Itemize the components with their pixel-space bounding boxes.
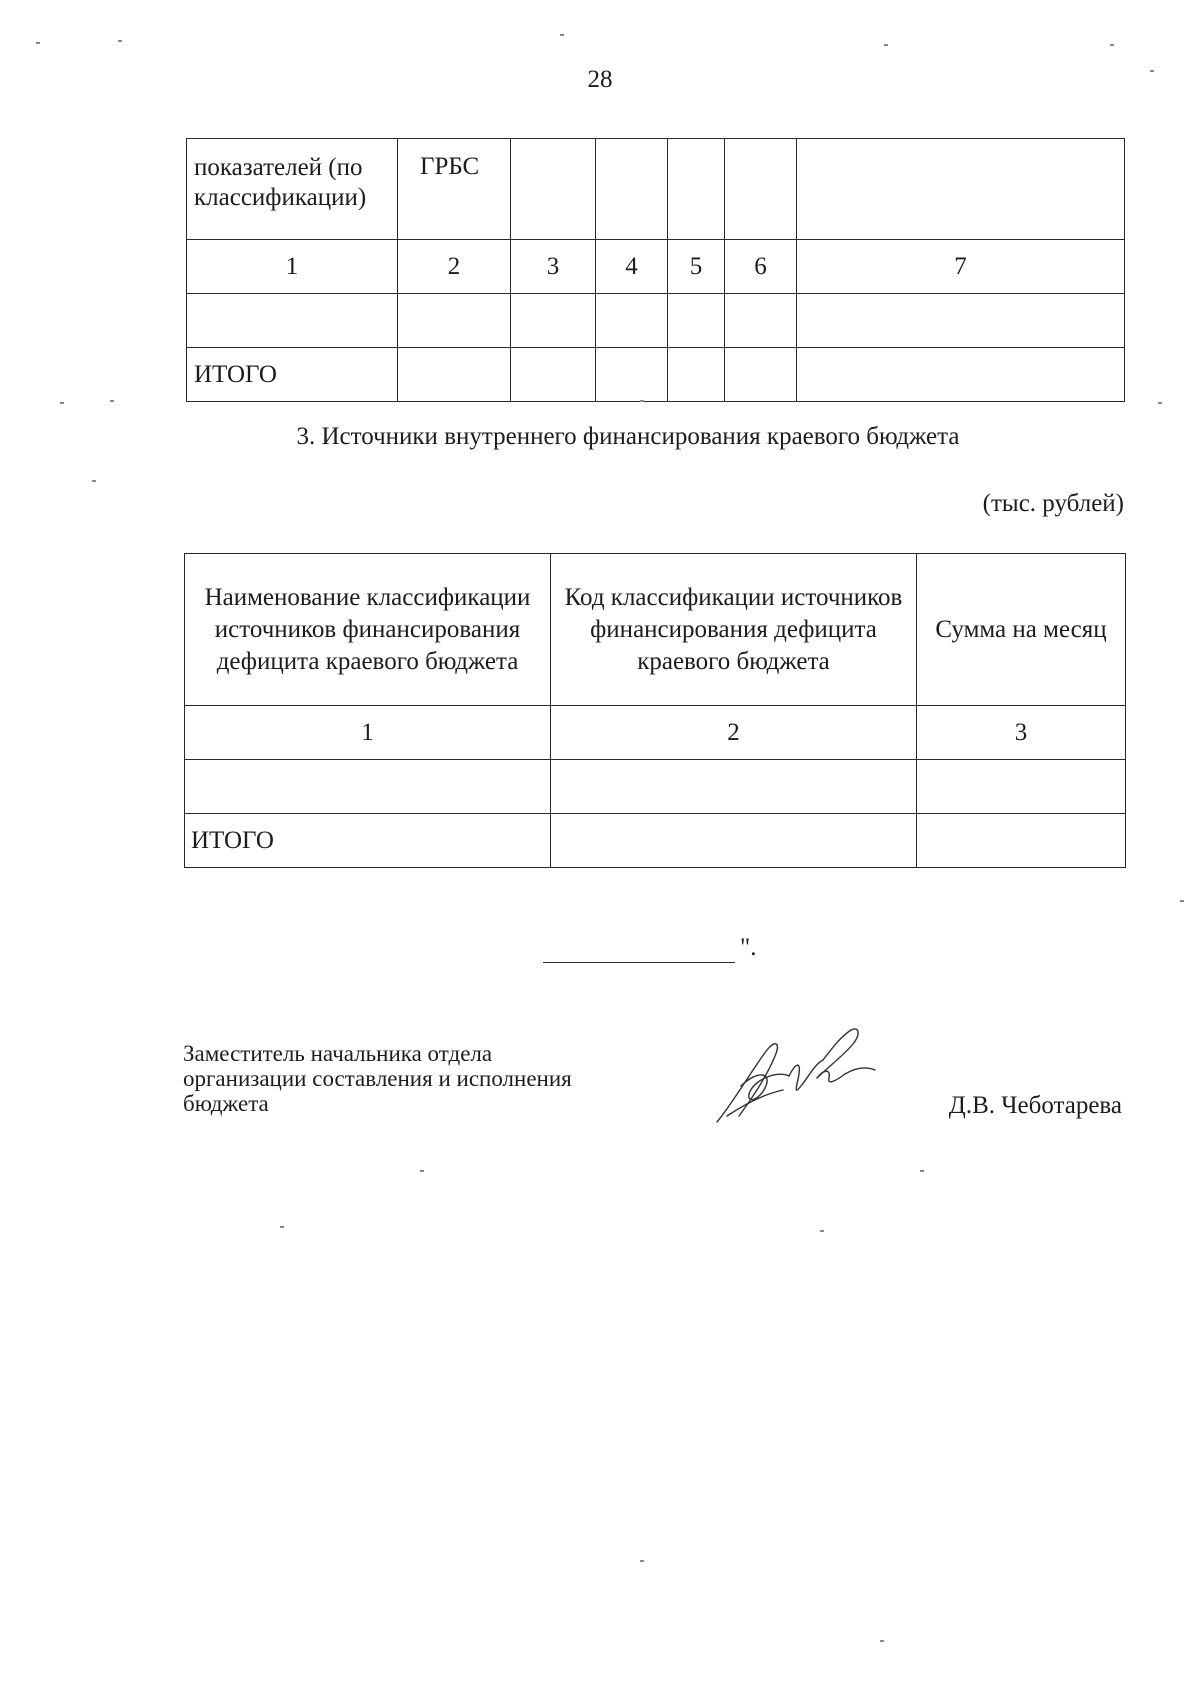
- table-cell: [725, 348, 797, 402]
- table-cell: [398, 294, 511, 348]
- table-1-total-row: [187, 348, 1125, 402]
- table-2-header-cell: Код классификации источников финансирования дефицита краевого бюджета: [551, 554, 917, 706]
- total-label: ИТОГО: [185, 814, 551, 868]
- scan-speck: [1110, 44, 1114, 46]
- table-2-header-cell: Сумма на месяц: [917, 554, 1126, 706]
- table-1-header-cell: [511, 139, 596, 240]
- table-1-header-cell: [797, 139, 1125, 240]
- column-number-cell: 1: [185, 706, 551, 760]
- scan-speck: [60, 402, 64, 404]
- table-2-total-row: [185, 814, 1126, 868]
- table-cell: [511, 348, 596, 402]
- table-2-header-cell: Наименование классификации источников финансирования дефицита краевого бюджета: [185, 554, 551, 706]
- column-number-cell: 2: [551, 706, 917, 760]
- closing-blank-line: [543, 940, 735, 963]
- scan-speck: [36, 42, 40, 44]
- table-2: [184, 553, 1126, 868]
- column-number-cell: 1: [187, 240, 398, 294]
- page-number: 28: [587, 66, 613, 93]
- table-1-blank-row: [187, 294, 1125, 348]
- scan-speck: [640, 400, 644, 402]
- scan-speck: [420, 1170, 424, 1172]
- column-number-cell: 7: [797, 240, 1125, 294]
- table-cell: [185, 760, 551, 814]
- table-1-header-cell: показателей (по классификации): [187, 139, 398, 240]
- column-number-cell: 4: [596, 240, 668, 294]
- table-cell: [725, 294, 797, 348]
- column-number-cell: 3: [511, 240, 596, 294]
- handwritten-signature: [705, 1020, 885, 1135]
- scan-speck: [1180, 900, 1184, 902]
- table-1-header-row: [187, 139, 1125, 240]
- closing-quote-mark: ".: [740, 934, 757, 961]
- table-cell: [917, 760, 1126, 814]
- table-cell: [668, 294, 725, 348]
- table-cell: [551, 760, 917, 814]
- table-2-header-row: [185, 554, 1126, 706]
- scan-speck: [560, 34, 564, 36]
- section-3-title: 3. Источники внутреннего финансирования краевого бюджета: [296, 423, 960, 450]
- table-cell: [596, 294, 668, 348]
- table-cell: [596, 348, 668, 402]
- signer-position-text: Заместитель начальника отдела организации составления и исполнения бюджета: [183, 1041, 572, 1116]
- scan-speck: [1150, 70, 1154, 72]
- scan-speck: [884, 44, 888, 46]
- scan-speck: [880, 1640, 884, 1642]
- total-label: ИТОГО: [187, 348, 398, 402]
- units-note: (тыс. рублей): [982, 490, 1124, 517]
- scan-speck: [92, 480, 96, 482]
- scan-speck: [1158, 402, 1162, 404]
- table-1-header-cell: [725, 139, 797, 240]
- table-2-blank-row: [185, 760, 1126, 814]
- table-cell: [668, 348, 725, 402]
- table-cell: [511, 294, 596, 348]
- signer-name: Д.В. Чеботарева: [948, 1092, 1122, 1119]
- column-number-cell: 6: [725, 240, 797, 294]
- scan-speck: [640, 1560, 644, 1562]
- scan-speck: [820, 1230, 824, 1232]
- table-1-header-cell: [668, 139, 725, 240]
- table-cell: [551, 814, 917, 868]
- scan-speck: [280, 1226, 284, 1228]
- table-1-header-cell: ГРБС: [398, 139, 511, 240]
- table-1: [186, 138, 1125, 402]
- table-2-column-number-row: [185, 706, 1126, 760]
- table-cell: [187, 294, 398, 348]
- table-cell: [917, 814, 1126, 868]
- signer-position: [183, 1041, 583, 1116]
- column-number-cell: 5: [668, 240, 725, 294]
- scan-speck: [118, 40, 122, 42]
- table-cell: [398, 348, 511, 402]
- table-cell: [797, 348, 1125, 402]
- table-cell: [797, 294, 1125, 348]
- column-number-cell: 2: [398, 240, 511, 294]
- table-1-header-cell: [596, 139, 668, 240]
- scan-speck: [920, 1170, 924, 1172]
- column-number-cell: 3: [917, 706, 1126, 760]
- scan-speck: [110, 400, 114, 402]
- table-1-column-number-row: [187, 240, 1125, 294]
